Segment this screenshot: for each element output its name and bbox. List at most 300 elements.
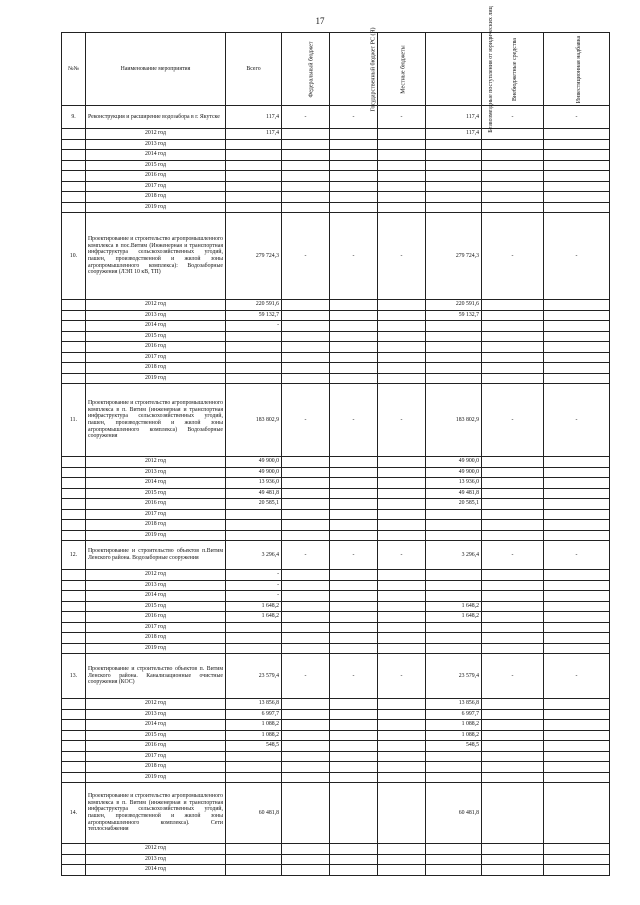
- year-gratuitous: [426, 202, 482, 213]
- year-state-cell: [330, 509, 378, 520]
- year-federal-cell: [282, 730, 330, 741]
- item-total: 3 296,4: [226, 541, 282, 570]
- year-investment-cell: [544, 591, 610, 602]
- year-label: 2015 год: [86, 331, 226, 342]
- year-gratuitous: 220 591,6: [426, 300, 482, 311]
- year-investment-cell: [544, 467, 610, 478]
- year-local-cell: [378, 192, 426, 203]
- year-gratuitous: [426, 643, 482, 654]
- year-row: [62, 363, 610, 374]
- year-gratuitous: [426, 342, 482, 353]
- year-federal-cell: [282, 171, 330, 182]
- year-state-cell: [330, 342, 378, 353]
- year-local-cell: [378, 202, 426, 213]
- year-local-cell: [378, 363, 426, 374]
- year-row: [62, 373, 610, 384]
- item-gratuitous: 23 579,4: [426, 654, 482, 699]
- item-extrabudget: [482, 783, 544, 844]
- year-investment-cell: [544, 499, 610, 510]
- year-extrabudget-cell: [482, 844, 544, 855]
- year-total: 6 997,7: [226, 709, 282, 720]
- year-investment-cell: [544, 699, 610, 710]
- year-federal-cell: [282, 865, 330, 876]
- header-investment-label: Инвестиционная надбавка: [576, 35, 583, 103]
- header-extrabudget-label: Внебюджетные средства: [511, 37, 518, 101]
- year-num-cell: [62, 478, 86, 489]
- year-row: [62, 457, 610, 468]
- year-num-cell: [62, 751, 86, 762]
- year-row: [62, 300, 610, 311]
- header-federal-label: Федеральный бюджет: [308, 40, 315, 98]
- item-name: Проектирование и строительство агропромышленного комплекса в пос.Витим (Инженерная и транспортная инфраструктура сельскохозяйственных угодий, пашен, производственной и жилой зоны агропромышленного комплекса): Водозаборные сооружения (ЛЭП 10 кВ, ТП): [86, 213, 226, 300]
- year-label: 2017 год: [86, 181, 226, 192]
- year-gratuitous: [426, 352, 482, 363]
- item-state: [330, 783, 378, 844]
- year-federal-cell: [282, 202, 330, 213]
- year-gratuitous: 1 088,2: [426, 730, 482, 741]
- year-row: [62, 192, 610, 203]
- year-federal-cell: [282, 160, 330, 171]
- item-gratuitous: 183 802,9: [426, 384, 482, 457]
- year-total: 220 591,6: [226, 300, 282, 311]
- year-state-cell: [330, 530, 378, 541]
- year-row: [62, 352, 610, 363]
- year-num-cell: [62, 730, 86, 741]
- year-total: [226, 751, 282, 762]
- year-num-cell: [62, 591, 86, 602]
- item-extrabudget: -: [482, 106, 544, 129]
- year-local-cell: [378, 844, 426, 855]
- year-num-cell: [62, 300, 86, 311]
- year-extrabudget-cell: [482, 865, 544, 876]
- year-federal-cell: [282, 321, 330, 332]
- year-investment-cell: [544, 363, 610, 374]
- year-total: [226, 192, 282, 203]
- table-header-row: [62, 33, 610, 106]
- year-extrabudget-cell: [482, 509, 544, 520]
- year-extrabudget-cell: [482, 467, 544, 478]
- item-investment: -: [544, 654, 610, 699]
- year-federal-cell: [282, 854, 330, 865]
- year-state-cell: [330, 352, 378, 363]
- year-state-cell: [330, 363, 378, 374]
- year-row: [62, 622, 610, 633]
- year-total: [226, 854, 282, 865]
- year-label: 2014 год: [86, 150, 226, 161]
- year-state-cell: [330, 467, 378, 478]
- page-number: 17: [315, 16, 325, 26]
- year-federal-cell: [282, 612, 330, 623]
- year-federal-cell: [282, 488, 330, 499]
- year-local-cell: [378, 709, 426, 720]
- year-state-cell: [330, 192, 378, 203]
- year-num-cell: [62, 530, 86, 541]
- year-local-cell: [378, 762, 426, 773]
- item-investment: -: [544, 541, 610, 570]
- year-label: 2014 год: [86, 720, 226, 731]
- year-federal-cell: [282, 570, 330, 581]
- year-federal-cell: [282, 467, 330, 478]
- year-row: [62, 499, 610, 510]
- year-extrabudget-cell: [482, 699, 544, 710]
- item-state: -: [330, 654, 378, 699]
- year-num-cell: [62, 331, 86, 342]
- year-federal-cell: [282, 772, 330, 783]
- year-row: [62, 467, 610, 478]
- year-state-cell: [330, 181, 378, 192]
- year-local-cell: [378, 570, 426, 581]
- year-local-cell: [378, 580, 426, 591]
- year-federal-cell: [282, 622, 330, 633]
- year-investment-cell: [544, 373, 610, 384]
- year-extrabudget-cell: [482, 709, 544, 720]
- year-gratuitous: [426, 854, 482, 865]
- year-extrabudget-cell: [482, 772, 544, 783]
- year-num-cell: [62, 601, 86, 612]
- year-state-cell: [330, 300, 378, 311]
- year-num-cell: [62, 488, 86, 499]
- year-extrabudget-cell: [482, 580, 544, 591]
- item-name: Проектирование и строительство объектов п. Витим Ленского района. Канализационные очистные сооружения (КОС): [86, 654, 226, 699]
- year-label: 2016 год: [86, 171, 226, 182]
- year-local-cell: [378, 310, 426, 321]
- item-number: 10.: [62, 213, 86, 300]
- year-row: [62, 181, 610, 192]
- item-local: -: [378, 654, 426, 699]
- year-total: [226, 844, 282, 855]
- year-federal-cell: [282, 720, 330, 731]
- year-investment-cell: [544, 751, 610, 762]
- year-row: [62, 310, 610, 321]
- year-gratuitous: 6 997,7: [426, 709, 482, 720]
- year-federal-cell: [282, 751, 330, 762]
- year-row: [62, 202, 610, 213]
- year-label: 2015 год: [86, 160, 226, 171]
- year-gratuitous: [426, 570, 482, 581]
- year-extrabudget-cell: [482, 363, 544, 374]
- year-label: 2013 год: [86, 709, 226, 720]
- header-gratuitous-label: Безвозмездные поступления от юридических лиц: [487, 5, 494, 133]
- item-name: Реконструкция и расширение водозабора в г. Якутске: [86, 106, 226, 129]
- year-federal-cell: [282, 580, 330, 591]
- year-federal-cell: [282, 520, 330, 531]
- year-local-cell: [378, 520, 426, 531]
- year-num-cell: [62, 310, 86, 321]
- year-gratuitous: 1 648,2: [426, 612, 482, 623]
- year-federal-cell: [282, 310, 330, 321]
- year-num-cell: [62, 720, 86, 731]
- year-total: [226, 139, 282, 150]
- year-row: [62, 772, 610, 783]
- year-total: [226, 363, 282, 374]
- year-local-cell: [378, 342, 426, 353]
- year-federal-cell: [282, 633, 330, 644]
- item-gratuitous: 279 724,3: [426, 213, 482, 300]
- year-gratuitous: [426, 865, 482, 876]
- year-row: [62, 530, 610, 541]
- year-total: 49 900,0: [226, 467, 282, 478]
- item-number: 14.: [62, 783, 86, 844]
- item-extrabudget: -: [482, 213, 544, 300]
- year-state-cell: [330, 488, 378, 499]
- year-state-cell: [330, 612, 378, 623]
- year-total: [226, 530, 282, 541]
- year-total: [226, 865, 282, 876]
- item-number: 13.: [62, 654, 86, 699]
- item-gratuitous: 60 481,8: [426, 783, 482, 844]
- year-extrabudget-cell: [482, 601, 544, 612]
- year-label: 2014 год: [86, 478, 226, 489]
- year-investment-cell: [544, 171, 610, 182]
- year-row: [62, 129, 610, 140]
- year-total: 117,4: [226, 129, 282, 140]
- year-total: 1 648,2: [226, 601, 282, 612]
- year-investment-cell: [544, 762, 610, 773]
- year-total: 59 132,7: [226, 310, 282, 321]
- year-local-cell: [378, 171, 426, 182]
- year-label: 2017 год: [86, 751, 226, 762]
- year-row: [62, 150, 610, 161]
- year-local-cell: [378, 772, 426, 783]
- year-local-cell: [378, 730, 426, 741]
- year-extrabudget-cell: [482, 643, 544, 654]
- year-federal-cell: [282, 709, 330, 720]
- item-total: 23 579,4: [226, 654, 282, 699]
- year-row: [62, 580, 610, 591]
- item-state: -: [330, 384, 378, 457]
- year-extrabudget-cell: [482, 622, 544, 633]
- year-state-cell: [330, 457, 378, 468]
- year-local-cell: [378, 467, 426, 478]
- year-num-cell: [62, 580, 86, 591]
- year-label: 2015 год: [86, 601, 226, 612]
- year-num-cell: [62, 342, 86, 353]
- item-investment: [544, 783, 610, 844]
- year-gratuitous: 1 088,2: [426, 720, 482, 731]
- year-total: [226, 772, 282, 783]
- year-state-cell: [330, 160, 378, 171]
- year-row: [62, 478, 610, 489]
- year-total: [226, 181, 282, 192]
- year-gratuitous: 59 132,7: [426, 310, 482, 321]
- year-num-cell: [62, 499, 86, 510]
- year-label: 2013 год: [86, 310, 226, 321]
- year-label: 2017 год: [86, 509, 226, 520]
- year-num-cell: [62, 202, 86, 213]
- year-extrabudget-cell: [482, 751, 544, 762]
- year-gratuitous: [426, 171, 482, 182]
- year-label: 2015 год: [86, 488, 226, 499]
- year-federal-cell: [282, 530, 330, 541]
- year-row: [62, 331, 610, 342]
- year-num-cell: [62, 139, 86, 150]
- year-num-cell: [62, 622, 86, 633]
- year-state-cell: [330, 373, 378, 384]
- year-investment-cell: [544, 181, 610, 192]
- year-state-cell: [330, 633, 378, 644]
- year-total: [226, 160, 282, 171]
- year-num-cell: [62, 509, 86, 520]
- year-extrabudget-cell: [482, 373, 544, 384]
- year-extrabudget-cell: [482, 730, 544, 741]
- year-gratuitous: [426, 321, 482, 332]
- year-investment-cell: [544, 720, 610, 731]
- year-gratuitous: [426, 509, 482, 520]
- year-state-cell: [330, 730, 378, 741]
- year-gratuitous: [426, 580, 482, 591]
- year-investment-cell: [544, 331, 610, 342]
- year-local-cell: [378, 352, 426, 363]
- year-row: [62, 709, 610, 720]
- year-local-cell: [378, 720, 426, 731]
- year-gratuitous: [426, 181, 482, 192]
- year-federal-cell: [282, 509, 330, 520]
- year-federal-cell: [282, 129, 330, 140]
- year-label: 2018 год: [86, 192, 226, 203]
- year-extrabudget-cell: [482, 591, 544, 602]
- year-local-cell: [378, 865, 426, 876]
- item-extrabudget: -: [482, 384, 544, 457]
- year-investment-cell: [544, 509, 610, 520]
- year-local-cell: [378, 129, 426, 140]
- item-number: 12.: [62, 541, 86, 570]
- year-federal-cell: [282, 844, 330, 855]
- year-state-cell: [330, 150, 378, 161]
- year-total: 13 856,8: [226, 699, 282, 710]
- year-label: 2019 год: [86, 772, 226, 783]
- year-label: 2013 год: [86, 854, 226, 865]
- year-num-cell: [62, 762, 86, 773]
- year-investment-cell: [544, 730, 610, 741]
- year-state-cell: [330, 643, 378, 654]
- year-federal-cell: [282, 741, 330, 752]
- year-extrabudget-cell: [482, 741, 544, 752]
- year-local-cell: [378, 591, 426, 602]
- year-label: 2012 год: [86, 129, 226, 140]
- year-investment-cell: [544, 300, 610, 311]
- item-local: -: [378, 213, 426, 300]
- year-label: 2012 год: [86, 570, 226, 581]
- year-total: 1 648,2: [226, 612, 282, 623]
- year-state-cell: [330, 310, 378, 321]
- year-gratuitous: 49 481,8: [426, 488, 482, 499]
- year-row: [62, 509, 610, 520]
- year-state-cell: [330, 499, 378, 510]
- year-extrabudget-cell: [482, 499, 544, 510]
- year-state-cell: [330, 580, 378, 591]
- year-extrabudget-cell: [482, 762, 544, 773]
- year-num-cell: [62, 699, 86, 710]
- year-num-cell: [62, 570, 86, 581]
- year-state-cell: [330, 772, 378, 783]
- year-label: 2013 год: [86, 580, 226, 591]
- item-investment: -: [544, 384, 610, 457]
- year-total: 49 481,8: [226, 488, 282, 499]
- year-federal-cell: [282, 363, 330, 374]
- year-gratuitous: [426, 363, 482, 374]
- year-num-cell: [62, 171, 86, 182]
- year-local-cell: [378, 150, 426, 161]
- year-investment-cell: [544, 192, 610, 203]
- year-investment-cell: [544, 570, 610, 581]
- header-total: Всего: [226, 33, 282, 106]
- year-state-cell: [330, 699, 378, 710]
- year-investment-cell: [544, 478, 610, 489]
- item-local: -: [378, 384, 426, 457]
- year-local-cell: [378, 488, 426, 499]
- year-label: 2019 год: [86, 373, 226, 384]
- item-state: -: [330, 106, 378, 129]
- item-row: [62, 213, 610, 300]
- item-gratuitous: 3 296,4: [426, 541, 482, 570]
- year-investment-cell: [544, 741, 610, 752]
- year-local-cell: [378, 478, 426, 489]
- year-gratuitous: [426, 160, 482, 171]
- year-total: [226, 150, 282, 161]
- year-gratuitous: 13 856,8: [426, 699, 482, 710]
- year-total: [226, 622, 282, 633]
- year-state-cell: [330, 854, 378, 865]
- year-local-cell: [378, 457, 426, 468]
- year-investment-cell: [544, 129, 610, 140]
- year-local-cell: [378, 509, 426, 520]
- item-total: 183 802,9: [226, 384, 282, 457]
- year-investment-cell: [544, 139, 610, 150]
- year-gratuitous: 20 585,1: [426, 499, 482, 510]
- year-federal-cell: [282, 181, 330, 192]
- year-num-cell: [62, 352, 86, 363]
- year-federal-cell: [282, 699, 330, 710]
- year-num-cell: [62, 363, 86, 374]
- year-federal-cell: [282, 601, 330, 612]
- year-label: 2012 год: [86, 300, 226, 311]
- year-total: 13 936,0: [226, 478, 282, 489]
- header-federal: [282, 33, 330, 106]
- year-local-cell: [378, 300, 426, 311]
- year-total: [226, 633, 282, 644]
- item-name: Проектирование и строительство агропромышленного комплекса в п. Витим (инженерная и транспортная инфраструктура сельскохозяйственных угодий, пашен, производственной и жилой зоны агропромышленного комплекса). Сети теплоснабжения: [86, 783, 226, 844]
- item-federal: [282, 783, 330, 844]
- item-row: [62, 783, 610, 844]
- year-num-cell: [62, 467, 86, 478]
- year-extrabudget-cell: [482, 310, 544, 321]
- year-investment-cell: [544, 488, 610, 499]
- year-total: 20 585,1: [226, 499, 282, 510]
- year-extrabudget-cell: [482, 352, 544, 363]
- table-body: [62, 106, 610, 876]
- year-local-cell: [378, 741, 426, 752]
- year-gratuitous: 548,5: [426, 741, 482, 752]
- item-investment: -: [544, 106, 610, 129]
- year-row: [62, 633, 610, 644]
- year-local-cell: [378, 139, 426, 150]
- year-local-cell: [378, 373, 426, 384]
- year-gratuitous: [426, 520, 482, 531]
- year-extrabudget-cell: [482, 300, 544, 311]
- header-num: №№: [62, 33, 86, 106]
- year-num-cell: [62, 612, 86, 623]
- year-num-cell: [62, 865, 86, 876]
- year-num-cell: [62, 709, 86, 720]
- year-local-cell: [378, 633, 426, 644]
- year-row: [62, 730, 610, 741]
- year-total: 49 900,0: [226, 457, 282, 468]
- item-row: [62, 541, 610, 570]
- item-federal: -: [282, 541, 330, 570]
- year-label: 2015 год: [86, 730, 226, 741]
- year-federal-cell: [282, 643, 330, 654]
- year-num-cell: [62, 854, 86, 865]
